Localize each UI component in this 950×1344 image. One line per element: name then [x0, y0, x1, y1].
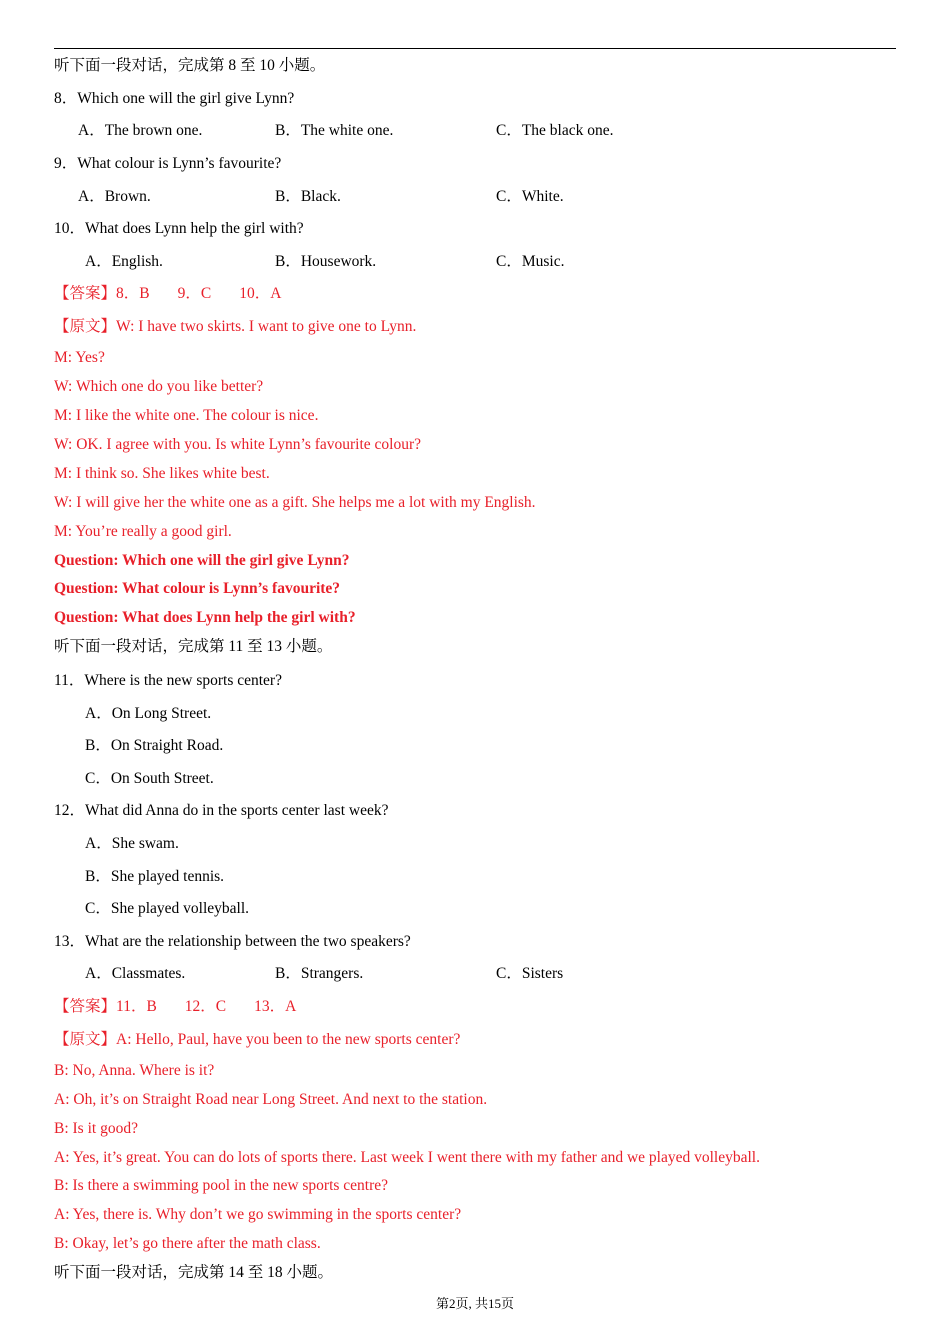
- transcript-line: M: I think so. She likes white best.: [54, 465, 270, 482]
- page-number: 第2页, 共15页: [435, 1296, 514, 1311]
- transcript-label: 【原文】: [54, 318, 117, 335]
- question-13-option-b: B．Strangers.: [275, 965, 364, 982]
- answer-item: 9．C: [177, 285, 212, 302]
- question-8-option-a: A．The brown one.: [78, 122, 203, 139]
- answer-label: 【答案】: [54, 285, 117, 302]
- transcript-line: W: I will give her the white one as a gift. She helps me a lot with my English.: [54, 494, 536, 511]
- transcript-line: M: You’re really a good girl.: [54, 523, 232, 540]
- transcript-1-first: [54, 317, 416, 337]
- question-11-stem: 11．Where is the new sports center?: [54, 672, 282, 689]
- question-8-option-c: C．The black one.: [496, 122, 614, 139]
- answer-item: 10．A: [239, 285, 282, 302]
- question-12-option-c: C．She played volleyball.: [85, 900, 250, 917]
- transcript-line: M: I like the white one. The colour is nice.: [54, 407, 319, 424]
- transcript-line: B: Okay, let’s go there after the math class.: [54, 1235, 321, 1252]
- section-header: 听下面一段对话，完成第 8 至 10 小题。: [54, 57, 326, 74]
- question-13-stem: 13．What are the relationship between the two speakers?: [54, 933, 411, 950]
- question-13-option-a: A．Classmates.: [85, 965, 186, 982]
- question-10-option-c: C．Music.: [496, 253, 565, 270]
- section-header: 听下面一段对话，完成第 14 至 18 小题。: [54, 1264, 334, 1281]
- question-8-stem: 8．Which one will the girl give Lynn?: [54, 90, 295, 107]
- transcript-line: B: No, Anna. Where is it?: [54, 1062, 215, 1079]
- answer-item: 8．B: [116, 285, 150, 302]
- transcript-line: A: Oh, it’s on Straight Road near Long Street. And next to the station.: [54, 1091, 488, 1108]
- question-13-option-c: C．Sisters: [496, 965, 564, 982]
- transcript-line: W: Which one do you like better?: [54, 378, 264, 395]
- transcript-label: 【原文】: [54, 1031, 117, 1048]
- question-12-option-b: B．She played tennis.: [85, 868, 225, 885]
- transcript-line: A: Yes, it’s great. You can do lots of sports there. Last week I went there with my father and we played volleyball.: [54, 1149, 760, 1166]
- transcript-line: B: Is it good?: [54, 1120, 138, 1137]
- question-12-option-a: A．She swam.: [85, 835, 179, 852]
- transcript-line: B: Is there a swimming pool in the new sports centre?: [54, 1177, 389, 1194]
- question-9-stem: 9．What colour is Lynn’s favourite?: [54, 155, 282, 172]
- transcript-line: W: OK. I agree with you. Is white Lynn’s favourite colour?: [54, 436, 422, 453]
- top-rule: [54, 48, 896, 49]
- question-9-option-b: B．Black.: [275, 188, 341, 205]
- question-10-option-a: A．English.: [85, 253, 163, 270]
- question-10-option-b: B．Housework.: [275, 253, 377, 270]
- question-8-option-b: B．The white one.: [275, 122, 394, 139]
- answer-item: 11．B: [116, 998, 157, 1015]
- question-12-stem: 12．What did Anna do in the sports center last week?: [54, 802, 389, 819]
- answer-item: 12．C: [184, 998, 227, 1015]
- transcript-line: A: Hello, Paul, have you been to the new sports center?: [116, 1031, 461, 1048]
- transcript-line: W: I have two skirts. I want to give one to Lynn.: [116, 318, 417, 335]
- question-11-option-b: B．On Straight Road.: [85, 737, 224, 754]
- section-header: 听下面一段对话，完成第 11 至 13 小题。: [54, 638, 333, 655]
- answer-label: 【答案】: [54, 998, 117, 1015]
- transcript-line: M: Yes?: [54, 349, 105, 366]
- answer-key-1: [54, 284, 281, 304]
- answer-key-2: [54, 997, 296, 1017]
- question-11-option-a: A．On Long Street.: [85, 705, 212, 722]
- transcript-question: Question: What colour is Lynn’s favourite?: [54, 580, 341, 597]
- question-10-stem: 10．What does Lynn help the girl with?: [54, 220, 304, 237]
- transcript-question: Question: What does Lynn help the girl with?: [54, 609, 356, 626]
- question-11-option-c: C．On South Street.: [85, 770, 214, 787]
- transcript-line: A: Yes, there is. Why don’t we go swimming in the sports center?: [54, 1206, 462, 1223]
- transcript-2-first: [54, 1030, 460, 1050]
- answer-item: 13．A: [254, 998, 297, 1015]
- transcript-question: Question: Which one will the girl give Lynn?: [54, 552, 350, 569]
- question-9-option-c: C．White.: [496, 188, 564, 205]
- question-9-option-a: A．Brown.: [78, 188, 151, 205]
